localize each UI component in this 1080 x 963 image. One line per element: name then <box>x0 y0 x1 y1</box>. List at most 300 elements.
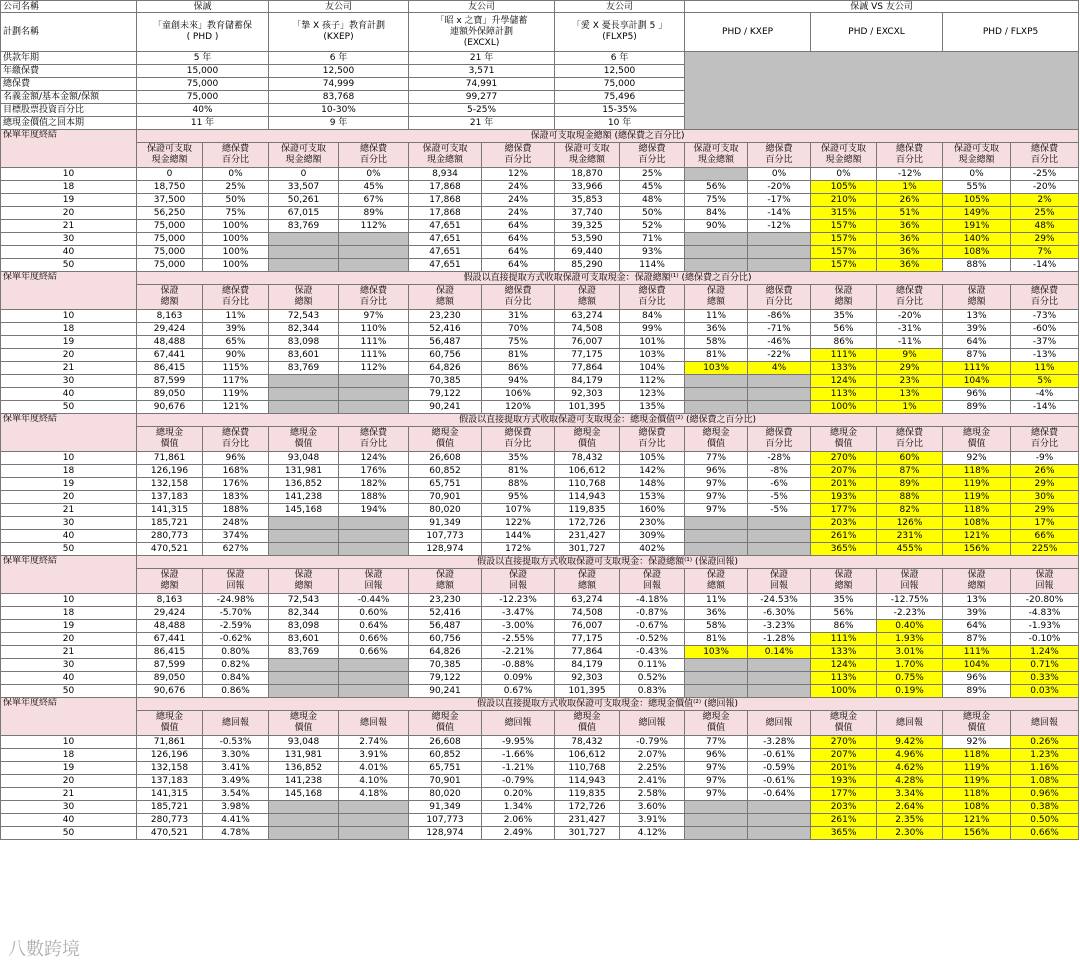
section-title: 保證可支取現金總額 (總保費之百分比) <box>137 130 1079 143</box>
value-cell: 2.41% <box>620 775 685 788</box>
value-cell: 99% <box>620 323 685 336</box>
value-cell <box>269 814 339 827</box>
value-cell: 75,000 <box>137 233 203 246</box>
value-cell: 3.91% <box>620 814 685 827</box>
value-cell: 56,250 <box>137 207 203 220</box>
value-cell: 177% <box>811 504 877 517</box>
table-row <box>1 775 1079 788</box>
plan-label: 計劃名稱 <box>1 13 137 52</box>
year-cell: 30 <box>1 801 137 814</box>
value-cell: 75,000 <box>137 259 203 272</box>
value-cell: 0.11% <box>620 659 685 672</box>
value-cell: -0.79% <box>620 736 685 749</box>
value-cell: 0.84% <box>203 672 269 685</box>
value-cell: 87% <box>943 633 1011 646</box>
value-cell: 39,325 <box>555 220 620 233</box>
value-cell: 88% <box>877 491 943 504</box>
value-cell: 23,230 <box>409 310 482 323</box>
year-cell: 20 <box>1 349 137 362</box>
value-cell: 210% <box>811 194 877 207</box>
value-cell: 0.66% <box>339 633 409 646</box>
column-header: 保證 總額 <box>555 569 620 594</box>
value-cell: 64,826 <box>409 646 482 659</box>
value-cell: -5% <box>748 504 811 517</box>
column-header: 總保費 百分比 <box>748 427 811 452</box>
value-cell: 104% <box>943 659 1011 672</box>
value-cell: 100% <box>203 233 269 246</box>
value-cell: 4.10% <box>339 775 409 788</box>
value-cell: 64% <box>482 259 555 272</box>
value-cell: 97% <box>685 788 748 801</box>
value-cell: 108% <box>943 801 1011 814</box>
value-cell: 103% <box>685 646 748 659</box>
value-cell: 89% <box>943 685 1011 698</box>
value-cell <box>339 543 409 556</box>
value-cell: -14% <box>748 207 811 220</box>
value-cell <box>685 233 748 246</box>
value-cell: 11% <box>203 310 269 323</box>
value-cell: 119,835 <box>555 504 620 517</box>
value-cell: 105% <box>620 452 685 465</box>
value-cell <box>685 685 748 698</box>
year-cell: 40 <box>1 246 137 259</box>
value-cell: 35% <box>811 310 877 323</box>
value-cell: 17,868 <box>409 181 482 194</box>
section-title-row <box>1 414 1079 427</box>
basic-value: 83,768 <box>269 91 409 104</box>
company-flxp5: 友公司 <box>555 1 685 13</box>
table-row <box>1 401 1079 414</box>
value-cell: 82,344 <box>269 323 339 336</box>
basic-value: 5-25% <box>409 104 555 117</box>
value-cell: -0.52% <box>620 633 685 646</box>
value-cell: 80,020 <box>409 788 482 801</box>
value-cell: 123% <box>620 388 685 401</box>
section-title-row <box>1 698 1079 711</box>
value-cell: 82,344 <box>269 607 339 620</box>
value-cell: 124% <box>811 659 877 672</box>
value-cell: 0.60% <box>339 607 409 620</box>
value-cell: 90,676 <box>137 401 203 414</box>
section-header-row <box>1 427 1079 452</box>
value-cell: -12.23% <box>482 594 555 607</box>
value-cell: 81% <box>482 465 555 478</box>
value-cell: 1.70% <box>877 659 943 672</box>
value-cell: 270% <box>811 736 877 749</box>
value-cell: 4.78% <box>203 827 269 840</box>
value-cell: -3.23% <box>748 620 811 633</box>
value-cell: 126,196 <box>137 465 203 478</box>
value-cell: -0.87% <box>620 607 685 620</box>
year-cell: 21 <box>1 504 137 517</box>
value-cell: 64% <box>943 620 1011 633</box>
value-cell: 194% <box>339 504 409 517</box>
value-cell: -37% <box>1011 336 1079 349</box>
value-cell: 92,303 <box>555 388 620 401</box>
basic-value: 6 年 <box>269 52 409 65</box>
value-cell: 90,241 <box>409 401 482 414</box>
value-cell: 30% <box>1011 491 1079 504</box>
table-row <box>1 336 1079 349</box>
value-cell: 2.25% <box>620 762 685 775</box>
value-cell: 142% <box>620 465 685 478</box>
column-header: 保證 總額 <box>137 569 203 594</box>
value-cell: 156% <box>943 543 1011 556</box>
value-cell: 96% <box>685 465 748 478</box>
value-cell: 56% <box>811 323 877 336</box>
basic-value: 75,000 <box>555 78 685 91</box>
value-cell: 83,601 <box>269 349 339 362</box>
value-cell <box>685 801 748 814</box>
value-cell: 0.38% <box>1011 801 1079 814</box>
year-cell: 30 <box>1 233 137 246</box>
value-cell: 79,122 <box>409 672 482 685</box>
value-cell: 135% <box>620 401 685 414</box>
value-cell: 203% <box>811 801 877 814</box>
value-cell: -14% <box>1011 259 1079 272</box>
value-cell: 37,500 <box>137 194 203 207</box>
value-cell: 107% <box>482 504 555 517</box>
value-cell: 13% <box>877 388 943 401</box>
value-cell: 51% <box>877 207 943 220</box>
value-cell: 86,415 <box>137 362 203 375</box>
value-cell: 75,000 <box>137 220 203 233</box>
value-cell: 36% <box>877 220 943 233</box>
value-cell: 132,158 <box>137 762 203 775</box>
year-cell: 20 <box>1 207 137 220</box>
value-cell: 39% <box>203 323 269 336</box>
basic-value: 74,991 <box>409 78 555 91</box>
value-cell: 0.50% <box>1011 814 1079 827</box>
compare-header: 保誠 VS 友公司 <box>685 1 1079 13</box>
year-label: 保單年度終結 <box>1 130 137 168</box>
section-title: 假設以直接提取方式收取保證可支取現金：總現金價值⁽²⁾ (總保費之百分比) <box>137 414 1079 427</box>
value-cell: 29% <box>1011 233 1079 246</box>
value-cell: 145,168 <box>269 788 339 801</box>
value-cell: 2% <box>1011 194 1079 207</box>
value-cell: 140% <box>943 233 1011 246</box>
value-cell: 141,238 <box>269 775 339 788</box>
value-cell: 113% <box>811 672 877 685</box>
column-header: 總保費 百分比 <box>203 143 269 168</box>
value-cell: 203% <box>811 517 877 530</box>
year-cell: 30 <box>1 659 137 672</box>
column-header: 總現金 價值 <box>811 711 877 736</box>
value-cell: 0.26% <box>1011 736 1079 749</box>
year-cell: 19 <box>1 336 137 349</box>
value-cell: 95% <box>482 491 555 504</box>
value-cell: 176% <box>203 478 269 491</box>
table-row <box>1 659 1079 672</box>
value-cell: 93% <box>620 246 685 259</box>
value-cell: 111% <box>339 349 409 362</box>
column-header: 總現金 價值 <box>555 711 620 736</box>
value-cell <box>748 388 811 401</box>
value-cell: -0.61% <box>748 775 811 788</box>
basic-value: 5 年 <box>137 52 269 65</box>
basic-value: 40% <box>137 104 269 117</box>
value-cell: 8,163 <box>137 310 203 323</box>
value-cell: 136,852 <box>269 478 339 491</box>
column-header: 保證 總額 <box>269 285 339 310</box>
value-cell: 112% <box>620 375 685 388</box>
value-cell: -46% <box>748 336 811 349</box>
value-cell: 71,861 <box>137 452 203 465</box>
value-cell: 29,424 <box>137 607 203 620</box>
value-cell: 36% <box>877 259 943 272</box>
value-cell: 96% <box>943 672 1011 685</box>
value-cell: -1.93% <box>1011 620 1079 633</box>
table-row <box>1 530 1079 543</box>
column-header: 總保費 百分比 <box>877 427 943 452</box>
column-header: 總保費 百分比 <box>482 143 555 168</box>
value-cell: 207% <box>811 749 877 762</box>
basic-value: 74,999 <box>269 78 409 91</box>
value-cell: 1.16% <box>1011 762 1079 775</box>
compare-phd-kxep: PHD / KXEP <box>685 13 811 52</box>
column-header: 總保費 百分比 <box>203 427 269 452</box>
value-cell <box>339 814 409 827</box>
value-cell: 365% <box>811 543 877 556</box>
year-cell: 18 <box>1 607 137 620</box>
value-cell <box>685 388 748 401</box>
value-cell: 47,651 <box>409 220 482 233</box>
value-cell: 83,098 <box>269 336 339 349</box>
value-cell: 89,050 <box>137 672 203 685</box>
value-cell: -71% <box>748 323 811 336</box>
value-cell: 58% <box>685 336 748 349</box>
value-cell: -0.43% <box>620 646 685 659</box>
value-cell: -4.83% <box>1011 607 1079 620</box>
value-cell <box>339 659 409 672</box>
value-cell: 157% <box>811 259 877 272</box>
table-row <box>1 375 1079 388</box>
value-cell: 280,773 <box>137 530 203 543</box>
column-header: 保證可支取 現金總額 <box>555 143 620 168</box>
value-cell: 101,395 <box>555 685 620 698</box>
value-cell: 4.28% <box>877 775 943 788</box>
value-cell <box>269 685 339 698</box>
column-header: 保證可支取 現金總額 <box>409 143 482 168</box>
column-header: 保證可支取 現金總額 <box>685 143 748 168</box>
value-cell: -12.75% <box>877 594 943 607</box>
column-header: 總回報 <box>1011 711 1079 736</box>
value-cell: 48,488 <box>137 620 203 633</box>
value-cell: 124% <box>339 452 409 465</box>
value-cell: 87,599 <box>137 375 203 388</box>
column-header: 總回報 <box>482 711 555 736</box>
column-header: 總保費 百分比 <box>748 143 811 168</box>
value-cell: 84% <box>620 310 685 323</box>
value-cell: 25% <box>620 168 685 181</box>
value-cell: 100% <box>811 401 877 414</box>
value-cell <box>339 233 409 246</box>
year-cell: 40 <box>1 530 137 543</box>
value-cell: 18,870 <box>555 168 620 181</box>
value-cell: 39% <box>943 607 1011 620</box>
value-cell <box>339 827 409 840</box>
value-cell <box>748 814 811 827</box>
value-cell: 374% <box>203 530 269 543</box>
value-cell: 72,543 <box>269 310 339 323</box>
value-cell: 3.41% <box>203 762 269 775</box>
basic-value: 15-35% <box>555 104 685 117</box>
value-cell: 77% <box>685 452 748 465</box>
year-cell: 30 <box>1 375 137 388</box>
table-row <box>1 220 1079 233</box>
value-cell <box>685 375 748 388</box>
value-cell: 33,966 <box>555 181 620 194</box>
value-cell: 0 <box>269 168 339 181</box>
value-cell: 112% <box>339 220 409 233</box>
value-cell <box>269 375 339 388</box>
basic-value: 21 年 <box>409 52 555 65</box>
value-cell: 67,441 <box>137 633 203 646</box>
value-cell: 83,601 <box>269 633 339 646</box>
column-header: 總現金 價值 <box>269 711 339 736</box>
value-cell: -20% <box>748 181 811 194</box>
column-header: 保證 回報 <box>620 569 685 594</box>
value-cell: 193% <box>811 775 877 788</box>
column-header: 總現金 價值 <box>685 427 748 452</box>
value-cell: 1% <box>877 401 943 414</box>
value-cell: 25% <box>1011 207 1079 220</box>
basic-label: 目標股票投資百分比 <box>1 104 137 117</box>
value-cell: 77,864 <box>555 362 620 375</box>
value-cell: 0.96% <box>1011 788 1079 801</box>
value-cell: 97% <box>685 762 748 775</box>
value-cell: 90% <box>203 349 269 362</box>
value-cell: 225% <box>1011 543 1079 556</box>
value-cell: -2.55% <box>482 633 555 646</box>
value-cell: -4.18% <box>620 594 685 607</box>
column-header: 保證 回報 <box>877 569 943 594</box>
value-cell: 79,122 <box>409 388 482 401</box>
section-title-row <box>1 272 1079 285</box>
value-cell <box>339 388 409 401</box>
column-header: 總保費 百分比 <box>620 285 685 310</box>
value-cell <box>685 246 748 259</box>
table-row <box>1 620 1079 633</box>
table-row <box>1 672 1079 685</box>
value-cell: 191% <box>943 220 1011 233</box>
table-row <box>1 827 1079 840</box>
column-header: 總保費 百分比 <box>1011 143 1079 168</box>
table-row <box>1 349 1079 362</box>
value-cell: 0.03% <box>1011 685 1079 698</box>
value-cell: 108% <box>943 246 1011 259</box>
column-header: 總保費 百分比 <box>482 427 555 452</box>
value-cell: 36% <box>877 246 943 259</box>
value-cell: 315% <box>811 207 877 220</box>
value-cell: 157% <box>811 220 877 233</box>
value-cell <box>269 233 339 246</box>
value-cell: 141,238 <box>269 491 339 504</box>
value-cell <box>748 246 811 259</box>
value-cell: 0% <box>339 168 409 181</box>
value-cell: 1% <box>877 181 943 194</box>
value-cell <box>685 672 748 685</box>
table-row <box>1 259 1079 272</box>
value-cell: 103% <box>620 349 685 362</box>
value-cell: 64% <box>482 246 555 259</box>
value-cell: 23% <box>877 375 943 388</box>
value-cell: 87% <box>877 465 943 478</box>
value-cell: 2.49% <box>482 827 555 840</box>
value-cell: 182% <box>339 478 409 491</box>
value-cell: 29,424 <box>137 323 203 336</box>
value-cell: 1.24% <box>1011 646 1079 659</box>
value-cell: 133% <box>811 646 877 659</box>
value-cell: 188% <box>339 491 409 504</box>
value-cell: 75% <box>482 336 555 349</box>
value-cell: 97% <box>339 310 409 323</box>
column-header: 保證 總額 <box>137 285 203 310</box>
year-cell: 19 <box>1 620 137 633</box>
column-header: 保證 回報 <box>1011 569 1079 594</box>
value-cell: 115% <box>203 362 269 375</box>
value-cell <box>748 517 811 530</box>
value-cell: 87% <box>943 349 1011 362</box>
value-cell: 3.91% <box>339 749 409 762</box>
value-cell <box>269 672 339 685</box>
basic-label: 名義金額/基本金額/保額 <box>1 91 137 104</box>
year-label: 保單年度終結 <box>1 698 137 736</box>
section-title-row <box>1 556 1079 569</box>
value-cell: 2.07% <box>620 749 685 762</box>
section-title: 假設以直接提取方式收取保證可支取現金：保證總額⁽¹⁾ (總保費之百分比) <box>137 272 1079 285</box>
value-cell: -0.10% <box>1011 633 1079 646</box>
value-cell: 29% <box>1011 504 1079 517</box>
value-cell: 0.83% <box>620 685 685 698</box>
value-cell: 47,651 <box>409 259 482 272</box>
table-row <box>1 181 1079 194</box>
value-cell: 3.49% <box>203 775 269 788</box>
value-cell: 107,773 <box>409 814 482 827</box>
value-cell: 64% <box>943 336 1011 349</box>
value-cell <box>269 827 339 840</box>
value-cell: 141,315 <box>137 504 203 517</box>
value-cell: 97% <box>685 504 748 517</box>
value-cell: 83,769 <box>269 646 339 659</box>
value-cell: 128,974 <box>409 543 482 556</box>
value-cell: -3.47% <box>482 607 555 620</box>
value-cell: 0.33% <box>1011 672 1079 685</box>
column-header: 總現金 價值 <box>409 427 482 452</box>
basic-value: 75,000 <box>137 78 269 91</box>
value-cell: 261% <box>811 530 877 543</box>
column-header: 總現金 價值 <box>409 711 482 736</box>
basic-value: 3,571 <box>409 65 555 78</box>
value-cell: 4.96% <box>877 749 943 762</box>
value-cell <box>269 401 339 414</box>
column-header: 保證 回報 <box>203 569 269 594</box>
value-cell: 0.80% <box>203 646 269 659</box>
column-header: 保證 總額 <box>555 285 620 310</box>
value-cell: 4.12% <box>620 827 685 840</box>
value-cell: 86% <box>811 336 877 349</box>
company-label: 公司名稱 <box>1 1 137 13</box>
value-cell: 12% <box>482 168 555 181</box>
value-cell: 118% <box>943 465 1011 478</box>
value-cell: 26% <box>877 194 943 207</box>
value-cell: 35,853 <box>555 194 620 207</box>
value-cell: 0.20% <box>482 788 555 801</box>
value-cell: 96% <box>685 749 748 762</box>
company-excxl: 友公司 <box>409 1 555 13</box>
year-cell: 21 <box>1 646 137 659</box>
table-row <box>1 594 1079 607</box>
